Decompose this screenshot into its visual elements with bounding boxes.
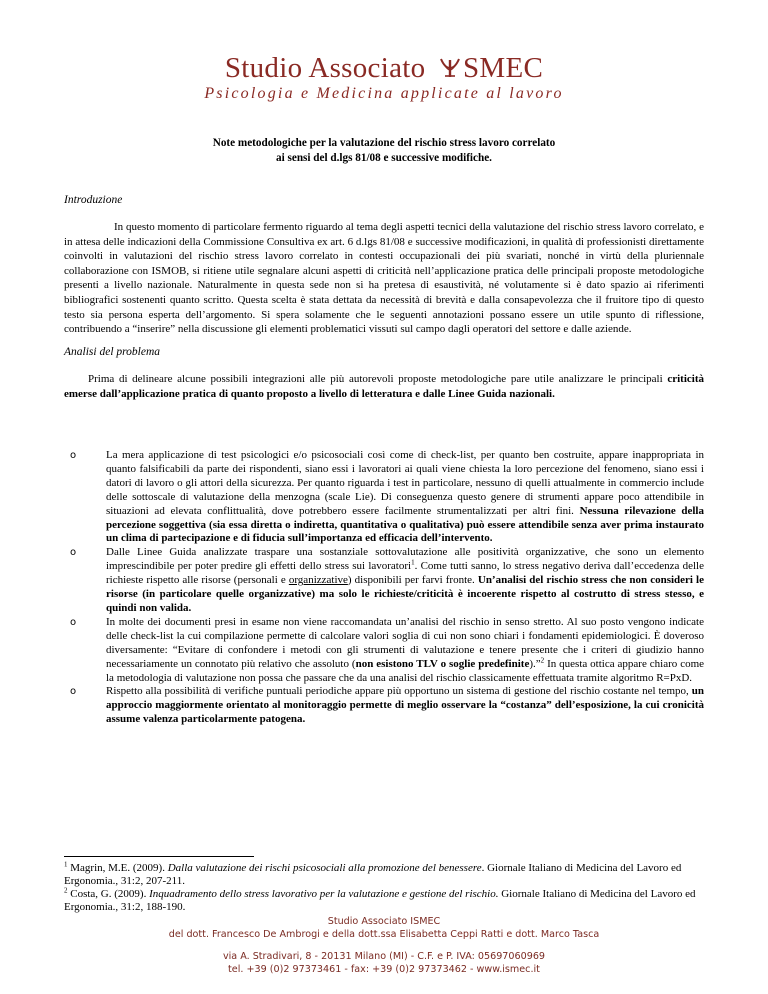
title-line-2: ai sensi del d.lgs 81/08 e successive modifiche. xyxy=(276,152,492,164)
list-item xyxy=(64,616,704,686)
item-bold: Un’analisi del rischio stress che non consideri le risorse (in particolare quelle organizzative) ma solo le richieste/criticità è incoerente rispetto al costrutto di stress stesso, e quindi non valida. xyxy=(106,574,704,614)
footnote-text: . Giornale Italiano di Medicina del Lavoro ed Ergonomia., 31:2, 207-211. xyxy=(64,862,682,887)
logo-wordmark xyxy=(0,52,768,84)
footer-spacer xyxy=(0,941,768,951)
analysis-lead-bold: criticità emerse dall’applicazione pratica di quanto proposto a livello di letteratura e dalle Linee Guida nazionali. xyxy=(64,373,704,400)
page-footer xyxy=(0,916,768,976)
footnotes xyxy=(64,862,714,914)
item-bold: non esistono TLV o soglie predefinite xyxy=(355,657,530,670)
issues-list xyxy=(64,449,704,727)
intro-heading: Introduzione xyxy=(64,194,123,206)
item-text: Rispetto alla possibilità di verifiche puntuali periodiche appare più opportuno un sistema di gestione del rischio costante nel tempo, xyxy=(106,685,692,698)
list-item xyxy=(64,685,704,727)
bullet-marker: o xyxy=(70,616,77,628)
footnote-ref: 1 xyxy=(411,558,415,567)
footnote-title: Inquadramento dello stress lavorativo per la valutazione e gestione del rischio. xyxy=(149,888,499,900)
item-text: La mera applicazione di test psicologici e/o psicosociali così come di check-list, per quanto ben costruite, appare inappropriata in quanto falsificabili da parte dei rispondenti, siano essi i lavoratori ai quali viene chiesta la loro percezione del fenomeno, siano essi i datori di lavoro o gli attori della sicurezza. Per quanto riguarda i test in particolare, nessuno di quelli attualmente in commercio include delle sottoscale di valutazione della menzogna (scale Lie). Di conseguenza questo genere di strumenti appare poco attendibile in situazioni ad elevata conflittualità, dove potrebbero essere facilmente strumentalizzati per altri fini. xyxy=(106,449,704,517)
logo-emblem-icon xyxy=(439,56,461,78)
analysis-heading: Analisi del problema xyxy=(64,346,161,358)
footnote-text: Giornale Italiano di Medicina del Lavoro ed Ergonomia., 31:2, 188-190. xyxy=(64,888,696,913)
item-text: . Come tutti sanno, lo stress negativo deriva dall’eccedenza delle richieste rispetto alle risorse (personali e xyxy=(106,560,704,587)
list-item xyxy=(64,449,704,546)
footnote-1 xyxy=(64,862,714,888)
footnote-text: Costa, G. (2009). xyxy=(67,888,150,900)
logo xyxy=(0,52,768,104)
footnote-ref: 2 xyxy=(540,655,545,664)
item-text: In questa ottica appare chiaro come la metodologia di valutazione non possa che passare che da una analisi del rischio classicamente effettuata tramite algoritmo R=PxD. xyxy=(106,657,705,684)
footnote-title: Dalla valutazione dei rischi psicosociali alla promozione del benessere xyxy=(167,862,482,874)
footnote-2 xyxy=(64,888,714,914)
intro-paragraph: In questo momento di particolare fermento riguardo al tema degli aspetti tecnici della valutazione del rischio stress lavoro correlato, e in attesa delle indicazioni della Commissione Consultiva ex art. 6 d.lgs 81/08 e successive modificazioni, in qualità di professionisti direttamente coinvolti in valutazioni del rischio stress lavoro correlato in contesti occupazionali dei più svariati, nonché in virtù della pluriennale collaborazione con ISMOB, si ritiene utile segnalare alcuni aspetti di criticità nell’applicazione pratica delle principali proposte metodologiche presenti a livello nazionale. Naturalmente in questa sede non si ha pretesa di esaustività, né volutamente si è dato spazio ai riferimenti bibliografici sostenenti quanto scritto. Questa scelta è stata dettata da necessità di brevità e dalla consapevolezza che il fruitore tipo di questo testo sia persona esperta dell’argomento. Si spera solamente che le seguenti annotazioni possano essere un utile spunto di riflessione, contribuendo a “inserire” nella discussione gli elementi problematici vissuti sul campo dagli operatori del settore e dalle aziende. xyxy=(64,221,704,336)
item-text: ).” xyxy=(529,657,541,670)
footer-contacts: tel. +39 (0)2 97373461 - fax: +39 (0)2 97373462 - www.ismec.it xyxy=(228,963,540,975)
logo-name-post: SMEC xyxy=(462,52,544,84)
footnote-number: 2 xyxy=(64,886,68,895)
item-text: Dalle Linee Guida analizzate traspare una sostanziale sottovalutazione alle positività organizzative, che sono un elemento imprescindibile per poter predire gli effetti dello stress sui lavoratori xyxy=(106,546,704,573)
logo-tagline: Psicologia e Medicina applicate al lavoro xyxy=(204,85,564,102)
analysis-lead-paragraph xyxy=(64,372,704,401)
item-underlined: organizzative xyxy=(288,574,348,587)
item-bold: Nessuna rilevazione della percezione soggettiva (sia essa diretta o indiretta, quantitativa o qualitativa) può essere attendibile senza aver prima instaurato un clima di partecipazione e di fiducia sull’importanza ed efficacia dell’intervento. xyxy=(106,504,704,545)
footnote-text: Magrin, M.E. (2009). xyxy=(67,862,168,874)
footnote-number: 1 xyxy=(64,860,68,869)
bullet-marker: o xyxy=(70,686,77,698)
bullet-marker: o xyxy=(70,547,77,559)
title-line-1: Note metodologiche per la valutazione del rischio stress lavoro correlato xyxy=(212,137,556,149)
footnote-separator xyxy=(64,856,254,857)
footer-address: via A. Stradivari, 8 - 20131 Milano (MI) - C.F. e P. IVA: 05697060969 xyxy=(222,951,546,962)
item-text: In molte dei documenti presi in esame non viene raccomandata un’analisi del rischio in senso stretto. Al suo posto vengono indicate delle check-list la cui compilazione permette di calcolare valori soglia di cui non sono chiari i fondamenti epidemiologici. È doveroso diversamente: “Evitare di confondere i metodi con gli strumenti di valutazione e tenere presente che i criteri di giudizio hanno necessariamente un connotato più relativo che assoluto ( xyxy=(106,615,704,670)
footer-partners: del dott. Francesco De Ambrogi e della dott.ssa Elisabetta Ceppi Ratti e dott. Marco Tasca xyxy=(168,928,600,940)
analysis-lead-text: Prima di delineare alcune possibili integrazioni alle più autorevoli proposte metodologiche pare utile analizzare le principali xyxy=(88,373,668,385)
logo-name-pre: Studio Associato xyxy=(224,52,433,84)
item-text: ) disponibili per farvi fronte. xyxy=(347,574,478,587)
list-item xyxy=(64,546,704,616)
item-bold: un approccio maggiormente orientato al monitoraggio permette di meglio osservare la “costanza” dell’esposizione, la cui cronicità assume valenza particolarmente patogena. xyxy=(106,685,704,726)
bullet-marker: o xyxy=(70,450,77,461)
footer-company: Studio Associato ISMEC xyxy=(327,916,441,927)
document-title xyxy=(0,136,768,166)
